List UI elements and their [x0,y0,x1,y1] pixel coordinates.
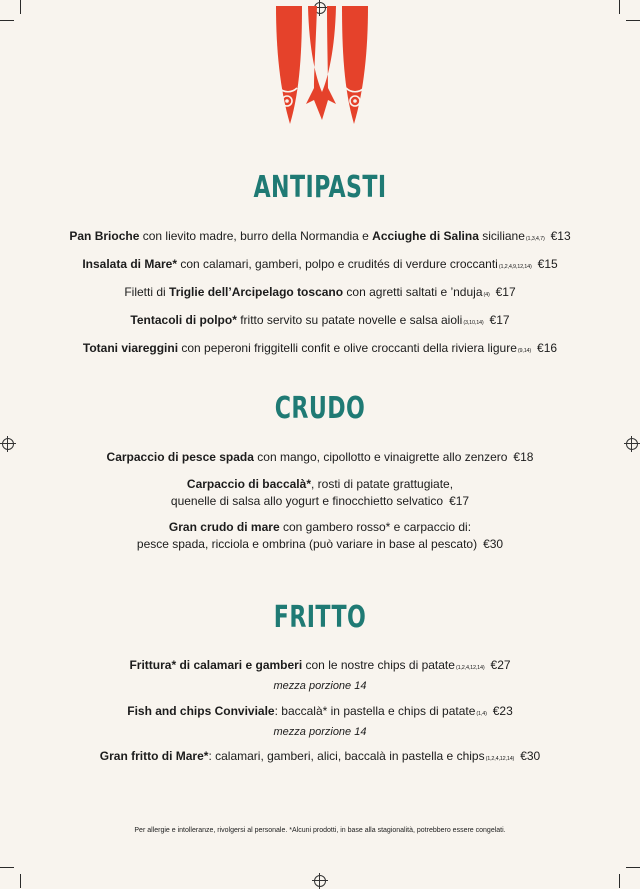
allergen-codes: (1,2,4,12,14) [485,756,515,762]
price: €17 [495,285,516,299]
allergy-footnote: Per allergie e intolleranze, rivolgersi al personale. *Alcuni prodotti, in base alla stagionalità, potrebbero essere congelati. [134,827,506,834]
price: €30 [520,749,541,763]
allergen-codes: (9,14) [517,348,532,354]
allergen-codes: (1,2,4,9,12,14) [498,264,532,270]
crop-mark [20,0,21,14]
menu-item: Filetti di Triglie dell’Arcipelago toscano con agretti saltati e ’nduja(4) €17 [124,285,516,299]
price: €13 [550,229,571,243]
price: €17 [489,313,510,327]
crop-mark [0,20,14,21]
crop-mark [0,867,14,868]
menu-item: Gran crudo di mare con gambero rosso* e carpaccio di: pesce spada, ricciola e ombrina (può variare in base al pescato) €30 [136,520,504,551]
crop-mark [619,0,620,14]
menu-item: Frittura* di calamari e gamberi con le nostre chips di patate(1,2,4,12,14) €27 mezza porzione 14 [129,658,511,692]
crop-mark [626,20,640,21]
menu-item: Pan Brioche con lievito madre, burro della Normandia e Acciughe di Salina siciliane(1,3,4,7) €13 [69,229,571,243]
menu-item: Tentacoli di polpo* fritto servito su patate novelle e salsa aioli(3,10,14) €17 [130,313,510,327]
menu-item: Carpaccio di pesce spada con mango, cipollotto e vinaigrette allo zenzero €18 [106,450,534,464]
price: €30 [483,537,504,551]
price: €17 [449,494,470,508]
allergen-codes: (3,10,14) [463,320,484,326]
section-title-antipasti: ANTIPASTI [253,170,387,205]
menu-item: Insalata di Mare* con calamari, gamberi, polpo e crudités di verdure croccanti(1,2,4,9,12,14) €15 [82,257,558,271]
half-portion: mezza porzione 14 [273,726,367,738]
menu-item: Gran fritto di Mare*: calamari, gamberi, alici, baccalà in pastella e chips(1,2,4,12,14) €30 [99,749,541,763]
price: €27 [490,658,511,672]
allergen-codes: (1,3,4,7) [525,236,545,242]
allergen-codes: (1,2,4,12,14) [455,665,485,671]
menu-item: Totani viareggini con peperoni friggitelli confit e olive croccanti della riviera ligure(9,14) €16 [82,341,558,355]
price: €15 [537,257,558,271]
menu-item: Fish and chips Conviviale: baccalà* in pastella e chips di patate(1,4) €23 mezza porzione 14 [127,704,513,738]
two-fish-logo-icon [270,0,374,128]
price: €18 [513,450,534,464]
half-portion: mezza porzione 14 [273,680,367,692]
section-title-crudo: CRUDO [274,391,366,426]
allergen-codes: (4) [483,292,490,298]
menu-item: Carpaccio di baccalà*, rosti di patate grattugiate, quenelle di salsa allo yogurt e finocchietto selvatico €17 [170,477,470,508]
crop-mark [619,874,620,888]
price: €23 [492,704,513,718]
registration-mark-icon [314,875,326,887]
section-title-fritto: FRITTO [273,600,367,635]
crop-mark [20,874,21,888]
crop-mark [626,867,640,868]
allergen-codes: (1,4) [476,711,487,717]
price: €16 [537,341,558,355]
